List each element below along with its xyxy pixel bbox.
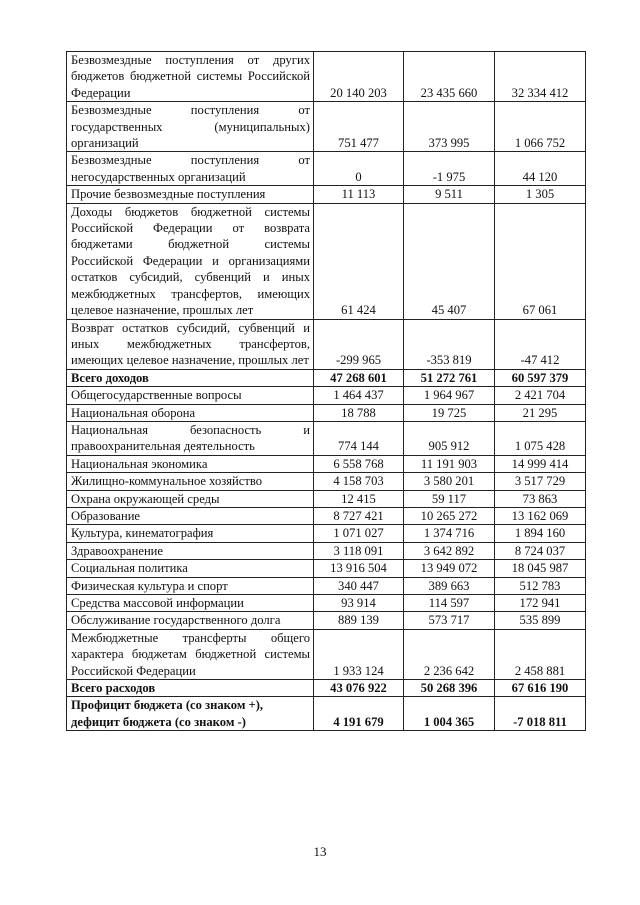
row-value: 8 727 421	[314, 507, 404, 524]
row-label: Доходы бюджетов бюджетной системы Российской Федерации от возврата бюджетами бюджетной системы Российской Федерации и организациями остатков субсидий, субвенций и иных межбюджетных трансфертов, имеющих целевое назначение, прошлых лет	[67, 203, 314, 319]
row-label: Прочие безвозмездные поступления	[67, 186, 314, 203]
row-label: Здравоохранение	[67, 542, 314, 559]
row-value: 8 724 037	[495, 542, 586, 559]
row-label: Физическая культура и спорт	[67, 577, 314, 594]
row-value: -299 965	[314, 319, 404, 369]
table-row	[67, 387, 586, 404]
row-value: 1 305	[495, 186, 586, 203]
row-value: 535 899	[495, 612, 586, 629]
row-value: 21 295	[495, 404, 586, 421]
row-value: 18 045 987	[495, 560, 586, 577]
table-row	[67, 612, 586, 629]
row-label: Возврат остатков субсидий, субвенций и иных межбюджетных трансфертов, имеющих целевое назначение, прошлых лет	[67, 319, 314, 369]
table-row	[67, 560, 586, 577]
row-value: 11 113	[314, 186, 404, 203]
row-value: -353 819	[404, 319, 495, 369]
row-value: 1 374 716	[404, 525, 495, 542]
table-row	[67, 577, 586, 594]
row-value: 12 415	[314, 490, 404, 507]
row-value: 14 999 414	[495, 455, 586, 472]
row-value: 13 916 504	[314, 560, 404, 577]
row-value: 1 964 967	[404, 387, 495, 404]
row-value: 10 265 272	[404, 507, 495, 524]
row-value: 93 914	[314, 595, 404, 612]
row-value: 1 894 160	[495, 525, 586, 542]
table-row	[67, 507, 586, 524]
row-value: 905 912	[404, 421, 495, 455]
row-label: Безвозмездные поступления от других бюджетов бюджетной системы Российской Федерации	[67, 52, 314, 102]
total-income-row	[67, 369, 586, 386]
row-value: 1 075 428	[495, 421, 586, 455]
table-row	[67, 455, 586, 472]
row-value: 1 066 752	[495, 102, 586, 152]
row-value: 3 517 729	[495, 473, 586, 490]
row-value: -47 412	[495, 319, 586, 369]
row-value: -7 018 811	[495, 697, 586, 731]
row-value: 1 004 365	[404, 697, 495, 731]
row-value: 73 863	[495, 490, 586, 507]
row-value: 1 933 124	[314, 629, 404, 679]
row-label: Социальная политика	[67, 560, 314, 577]
row-label: Национальная безопасность и правоохранительная деятельность	[67, 421, 314, 455]
table-row	[67, 404, 586, 421]
row-value: 114 597	[404, 595, 495, 612]
row-value: 2 458 881	[495, 629, 586, 679]
table-row	[67, 490, 586, 507]
row-value: 67 616 190	[495, 680, 586, 697]
row-value: 13 949 072	[404, 560, 495, 577]
table-row	[67, 473, 586, 490]
row-label: Общегосударственные вопросы	[67, 387, 314, 404]
row-value: 2 236 642	[404, 629, 495, 679]
row-value: 47 268 601	[314, 369, 404, 386]
row-label: Безвозмездные поступления от государственных (муниципальных) организаций	[67, 102, 314, 152]
row-label: Жилищно-коммунальное хозяйство	[67, 473, 314, 490]
row-value: 172 941	[495, 595, 586, 612]
row-label: Средства массовой информации	[67, 595, 314, 612]
row-value: 340 447	[314, 577, 404, 594]
row-value: 18 788	[314, 404, 404, 421]
row-value: 44 120	[495, 152, 586, 186]
budget-table	[66, 51, 586, 731]
page-number: 13	[313, 844, 327, 859]
row-value: 1 464 437	[314, 387, 404, 404]
row-value: 59 117	[404, 490, 495, 507]
total-expenses-row	[67, 680, 586, 697]
row-value: 3 580 201	[404, 473, 495, 490]
row-value: 43 076 922	[314, 680, 404, 697]
row-value: 2 421 704	[495, 387, 586, 404]
row-value: 3 118 091	[314, 542, 404, 559]
row-value: 1 071 027	[314, 525, 404, 542]
row-value: 67 061	[495, 203, 586, 319]
table-row	[67, 52, 586, 102]
row-value: 0	[314, 152, 404, 186]
table-row	[67, 421, 586, 455]
row-value: 9 511	[404, 186, 495, 203]
row-label: Безвозмездные поступления от негосударственных организаций	[67, 152, 314, 186]
row-label: Охрана окружающей среды	[67, 490, 314, 507]
row-label: Межбюджетные трансферты общего характера бюджетам бюджетной системы Российской Федерации	[67, 629, 314, 679]
row-value: 19 725	[404, 404, 495, 421]
table-row	[67, 629, 586, 679]
table-row	[67, 102, 586, 152]
row-value: 11 191 903	[404, 455, 495, 472]
row-label: Всего расходов	[67, 680, 314, 697]
row-value: 60 597 379	[495, 369, 586, 386]
row-value: 23 435 660	[404, 52, 495, 102]
row-value: 45 407	[404, 203, 495, 319]
table-row	[67, 319, 586, 369]
row-label: Образование	[67, 507, 314, 524]
row-value: 389 663	[404, 577, 495, 594]
row-label: Всего доходов	[67, 369, 314, 386]
row-value: 50 268 396	[404, 680, 495, 697]
row-value: 573 717	[404, 612, 495, 629]
surplus-deficit-row	[67, 697, 586, 731]
table-row	[67, 203, 586, 319]
row-label: Национальная оборона	[67, 404, 314, 421]
row-value: 6 558 768	[314, 455, 404, 472]
row-value: 32 334 412	[495, 52, 586, 102]
row-value: 20 140 203	[314, 52, 404, 102]
row-value: 889 139	[314, 612, 404, 629]
row-value: 61 424	[314, 203, 404, 319]
row-label: Культура, кинематография	[67, 525, 314, 542]
row-value: 4 158 703	[314, 473, 404, 490]
row-value: 751 477	[314, 102, 404, 152]
row-value: -1 975	[404, 152, 495, 186]
row-label: Профицит бюджета (со знаком +), дефицит бюджета (со знаком -)	[67, 697, 314, 731]
row-value: 4 191 679	[314, 697, 404, 731]
table-row	[67, 542, 586, 559]
table-row	[67, 595, 586, 612]
row-value: 13 162 069	[495, 507, 586, 524]
row-label: Обслуживание государственного долга	[67, 612, 314, 629]
row-value: 512 783	[495, 577, 586, 594]
row-value: 3 642 892	[404, 542, 495, 559]
table-row	[67, 186, 586, 203]
row-label: Национальная экономика	[67, 455, 314, 472]
table-row	[67, 152, 586, 186]
row-value: 51 272 761	[404, 369, 495, 386]
row-value: 373 995	[404, 102, 495, 152]
table-row	[67, 525, 586, 542]
row-value: 774 144	[314, 421, 404, 455]
